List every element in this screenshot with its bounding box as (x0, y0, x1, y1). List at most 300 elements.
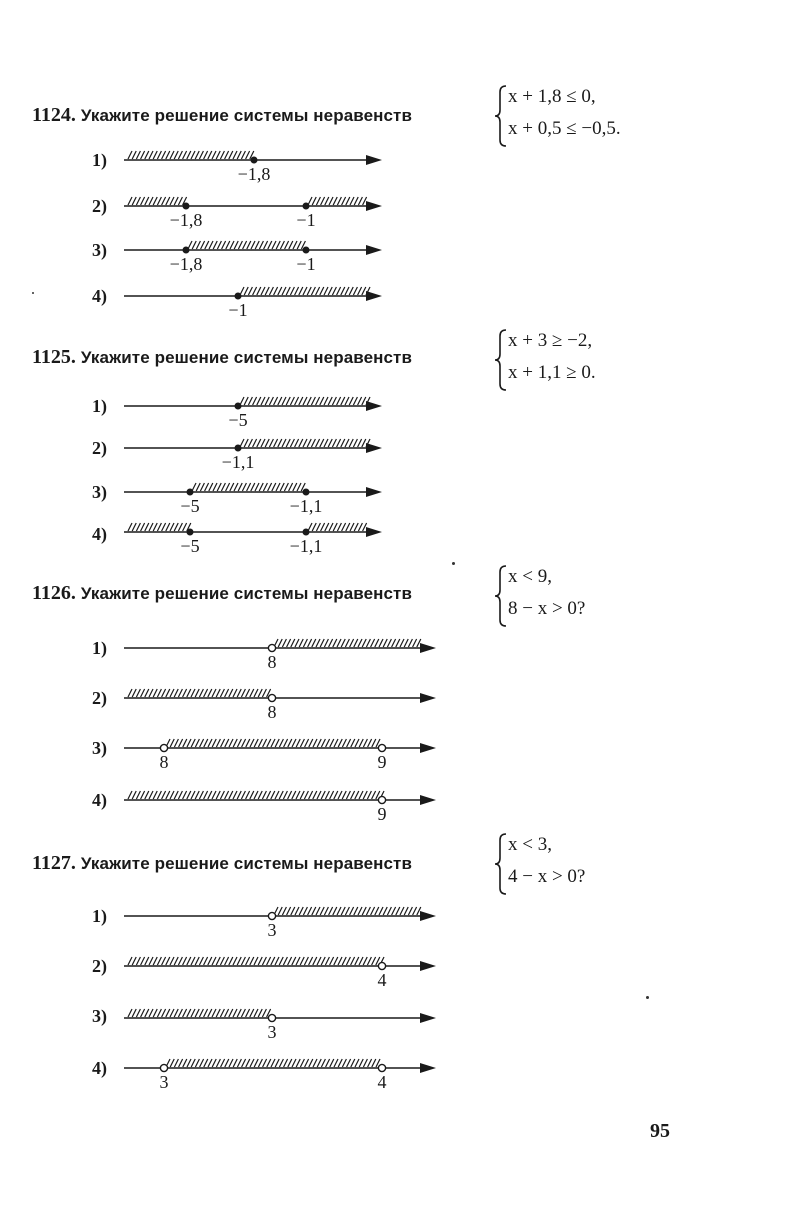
hatch-mark (192, 483, 196, 491)
inequality-2: 4 − x > 0? (508, 866, 586, 887)
hatch-mark (259, 483, 263, 491)
hatch-mark (321, 791, 325, 799)
point-label: −5 (228, 410, 248, 430)
hatch-mark (289, 483, 293, 491)
hatch-mark (234, 241, 238, 249)
hatch-mark (296, 739, 300, 747)
arrow-head-icon (366, 201, 382, 211)
hatch-mark (178, 197, 182, 205)
hatch-mark (307, 397, 311, 405)
hatch-mark (233, 791, 237, 799)
hatch-mark (257, 287, 261, 295)
hatch-mark (187, 739, 191, 747)
option-label[interactable]: 3) (92, 482, 107, 502)
hatch-mark (250, 689, 254, 697)
hatch-mark (183, 523, 187, 531)
hatch-mark (392, 639, 396, 647)
hatch-mark (320, 439, 324, 447)
hatch-mark (157, 689, 161, 697)
hatch-mark (230, 241, 234, 249)
hatch-mark (225, 1059, 229, 1067)
hatch-mark (217, 483, 221, 491)
hatch-mark (220, 689, 224, 697)
hatch-mark (162, 151, 166, 159)
option-label[interactable]: 1) (92, 150, 107, 170)
hatch-mark (355, 791, 359, 799)
closed-point (235, 293, 241, 299)
hatch-mark (379, 639, 383, 647)
hatch-mark (292, 739, 296, 747)
hatch-mark (279, 1059, 283, 1067)
hatch-mark (234, 483, 238, 491)
hatch-mark (329, 907, 333, 915)
hatch-mark (362, 397, 366, 405)
point-label: −1,8 (169, 210, 203, 230)
hatch-mark (321, 523, 325, 531)
hatch-mark (330, 1059, 334, 1067)
option-label[interactable]: 4) (92, 286, 107, 306)
hatch-mark (254, 1009, 258, 1017)
hatch-mark (141, 689, 145, 697)
hatch-mark (221, 739, 225, 747)
option-label[interactable]: 4) (92, 1058, 107, 1078)
hatch-mark (316, 397, 320, 405)
hatch-mark (413, 639, 417, 647)
hatch-mark (183, 197, 187, 205)
problem-number: 1124. (32, 104, 76, 126)
hatch-mark (371, 639, 375, 647)
hatch-mark (162, 1009, 166, 1017)
hatch-mark (216, 689, 220, 697)
hatch-mark (250, 1059, 254, 1067)
hatch-mark (299, 907, 303, 915)
hatch-mark (170, 1059, 174, 1067)
hatch-mark (157, 957, 161, 965)
hatch-mark (300, 791, 304, 799)
hatch-mark (237, 957, 241, 965)
hatch-mark (338, 1059, 342, 1067)
hatch-mark (337, 907, 341, 915)
inequality-system (494, 328, 694, 392)
hatch-mark (242, 1059, 246, 1067)
arrow-head-icon (366, 155, 382, 165)
hatch-mark (328, 439, 332, 447)
left-brace-icon (494, 328, 508, 392)
hatch-mark (200, 483, 204, 491)
hatch-mark (313, 791, 317, 799)
hatch-mark (141, 957, 145, 965)
arrow-head-icon (420, 643, 436, 653)
hatch-mark (271, 739, 275, 747)
hatch-mark (363, 1059, 367, 1067)
hatch-mark (145, 151, 149, 159)
hatch-mark (166, 1059, 170, 1067)
hatch-mark (226, 483, 230, 491)
option-label[interactable]: 4) (92, 790, 107, 810)
hatch-mark (267, 739, 271, 747)
hatch-mark (157, 1009, 161, 1017)
hatch-mark (303, 907, 307, 915)
hatch-mark (132, 791, 136, 799)
point-label: −1,8 (169, 254, 203, 274)
hatch-mark (342, 1059, 346, 1067)
hatch-mark (307, 439, 311, 447)
hatch-mark (241, 791, 245, 799)
open-point (160, 1064, 167, 1071)
hatch-mark (132, 1009, 136, 1017)
hatch-mark (246, 957, 250, 965)
hatch-mark (275, 791, 279, 799)
hatch-mark (333, 639, 337, 647)
hatch-mark (254, 957, 258, 965)
hatch-mark (248, 397, 252, 405)
hatch-mark (299, 639, 303, 647)
open-point (378, 962, 385, 969)
hatch-mark (132, 689, 136, 697)
hatch-mark (337, 439, 341, 447)
hatch-mark (345, 639, 349, 647)
hatch-mark (183, 689, 187, 697)
hatch-mark (316, 639, 320, 647)
left-brace-icon (494, 84, 508, 148)
hatch-mark (303, 439, 307, 447)
point-label: −5 (180, 496, 200, 516)
hatch-mark (149, 1009, 153, 1017)
hatch-mark (153, 151, 157, 159)
hatch-mark (333, 197, 337, 205)
hatch-mark (354, 639, 358, 647)
hatch-mark (316, 523, 320, 531)
hatch-mark (216, 791, 220, 799)
hatch-mark (209, 241, 213, 249)
hatch-mark (400, 639, 404, 647)
hatch-mark (347, 739, 351, 747)
hatch-mark (244, 287, 248, 295)
option-label[interactable]: 4) (92, 524, 107, 544)
hatch-mark (141, 151, 145, 159)
hatch-mark (337, 287, 341, 295)
hatch-mark (338, 957, 342, 965)
hatch-mark (128, 151, 132, 159)
hatch-mark (208, 1009, 212, 1017)
hatch-mark (166, 523, 170, 531)
hatch-mark (342, 197, 346, 205)
hatch-mark (326, 739, 330, 747)
shaded-interval (240, 439, 370, 447)
point-label: −1 (296, 254, 316, 274)
hatch-mark (334, 1059, 338, 1067)
hatch-mark (170, 1009, 174, 1017)
closed-point (303, 203, 309, 209)
hatch-mark (293, 241, 297, 249)
option-label[interactable]: 2) (92, 196, 107, 216)
point-label: 3 (267, 1022, 277, 1042)
hatch-mark (275, 1059, 279, 1067)
hatch-mark (387, 639, 391, 647)
hatch-mark (208, 739, 212, 747)
hatch-mark (317, 1059, 321, 1067)
hatch-mark (267, 791, 271, 799)
hatch-mark (351, 957, 355, 965)
hatch-mark (351, 791, 355, 799)
hatch-mark (242, 739, 246, 747)
closed-point (187, 529, 193, 535)
hatch-mark (332, 439, 336, 447)
hatch-mark (300, 739, 304, 747)
hatch-mark (292, 1059, 296, 1067)
hatch-mark (149, 957, 153, 965)
hatch-mark (276, 241, 280, 249)
hatch-mark (305, 739, 309, 747)
problem-number: 1126. (32, 582, 76, 604)
hatch-mark (347, 1059, 351, 1067)
hatch-mark (229, 791, 233, 799)
hatch-mark (376, 1059, 380, 1067)
option-label[interactable]: 2) (92, 956, 107, 976)
hatch-mark (269, 397, 273, 405)
hatch-mark (380, 957, 384, 965)
hatch-mark (250, 739, 254, 747)
hatch-mark (332, 287, 336, 295)
hatch-mark (196, 241, 200, 249)
hatch-mark (325, 957, 329, 965)
option-label[interactable]: 3) (92, 738, 107, 758)
hatch-mark (136, 523, 140, 531)
hatch-mark (337, 639, 341, 647)
hatch-mark (132, 523, 136, 531)
hatch-mark (208, 689, 212, 697)
hatch-mark (280, 483, 284, 491)
hatch-mark (204, 689, 208, 697)
hatch-mark (191, 791, 195, 799)
shaded-interval (192, 483, 305, 491)
hatch-mark (376, 739, 380, 747)
option-label[interactable]: 1) (92, 396, 107, 416)
hatch-mark (345, 287, 349, 295)
hatch-mark (263, 739, 267, 747)
hatch-mark (354, 197, 358, 205)
problem-number: 1125. (32, 346, 76, 368)
hatch-mark (408, 907, 412, 915)
hatch-mark (271, 1059, 275, 1067)
hatch-mark (282, 397, 286, 405)
hatch-mark (128, 791, 132, 799)
arrow-head-icon (420, 1013, 436, 1023)
hatch-mark (383, 907, 387, 915)
hatch-mark (216, 957, 220, 965)
hatch-mark (178, 151, 182, 159)
hatch-mark (153, 1009, 157, 1017)
hatch-mark (375, 907, 379, 915)
option-label[interactable]: 2) (92, 688, 107, 708)
hatch-mark (170, 957, 174, 965)
hatch-mark (145, 523, 149, 531)
option-label[interactable]: 3) (92, 240, 107, 260)
option-label[interactable]: 1) (92, 638, 107, 658)
hatch-mark (368, 739, 372, 747)
hatch-mark (222, 241, 226, 249)
hatch-mark (363, 791, 367, 799)
hatch-mark (246, 151, 250, 159)
hatch-mark (170, 689, 174, 697)
point-label: −1,1 (289, 536, 323, 556)
hatch-mark (141, 197, 145, 205)
hatch-mark (247, 241, 251, 249)
hatch-mark (295, 397, 299, 405)
shaded-interval (240, 287, 370, 295)
hatch-mark (358, 287, 362, 295)
hatch-mark (132, 151, 136, 159)
hatch-mark (282, 287, 286, 295)
hatch-mark (220, 1009, 224, 1017)
hatch-mark (325, 523, 329, 531)
hatch-mark (330, 957, 334, 965)
hatch-mark (145, 689, 149, 697)
hatch-mark (337, 197, 341, 205)
hatch-mark (187, 151, 191, 159)
hatch-mark (247, 483, 251, 491)
hatch-mark (305, 1059, 309, 1067)
hatch-mark (257, 397, 261, 405)
hatch-mark (334, 791, 338, 799)
hatch-mark (350, 523, 354, 531)
hatch-mark (321, 197, 325, 205)
hatch-mark (311, 397, 315, 405)
hatch-mark (338, 739, 342, 747)
hatch-mark (274, 639, 278, 647)
hatch-mark (250, 1009, 254, 1017)
hatch-mark (324, 439, 328, 447)
hatch-mark (240, 397, 244, 405)
hatch-mark (320, 907, 324, 915)
hatch-mark (128, 689, 132, 697)
point-label: 4 (377, 1072, 387, 1092)
hatch-mark (264, 241, 268, 249)
hatch-mark (241, 1009, 245, 1017)
hatch-mark (383, 639, 387, 647)
problem-heading (32, 582, 412, 605)
hatch-mark (162, 689, 166, 697)
point-label: 8 (159, 752, 169, 772)
hatch-mark (145, 957, 149, 965)
hatch-mark (274, 287, 278, 295)
hatch-mark (311, 287, 315, 295)
hatch-mark (341, 639, 345, 647)
hatch-mark (366, 439, 370, 447)
point-label: 8 (267, 652, 277, 672)
hatch-mark (288, 1059, 292, 1067)
hatch-mark (308, 197, 312, 205)
hatch-mark (316, 907, 320, 915)
hatch-mark (255, 483, 259, 491)
hatch-mark (136, 151, 140, 159)
hatch-mark (229, 1009, 233, 1017)
hatch-mark (141, 523, 145, 531)
hatch-mark (162, 197, 166, 205)
hatch-mark (271, 957, 275, 965)
open-point (268, 694, 275, 701)
hatch-mark (241, 957, 245, 965)
hatch-mark (283, 791, 287, 799)
hatch-mark (309, 1059, 313, 1067)
hatch-mark (295, 439, 299, 447)
arrow-head-icon (366, 527, 382, 537)
hatch-mark (195, 151, 199, 159)
hatch-mark (275, 957, 279, 965)
hatch-mark (262, 791, 266, 799)
hatch-mark (136, 1009, 140, 1017)
hatch-mark (341, 397, 345, 405)
hatch-mark (157, 791, 161, 799)
hatch-mark (166, 151, 170, 159)
option-label[interactable]: 3) (92, 1006, 107, 1026)
hatch-mark (225, 791, 229, 799)
hatch-mark (274, 907, 278, 915)
hatch-mark (209, 483, 213, 491)
arrow-head-icon (420, 795, 436, 805)
hatch-mark (279, 739, 283, 747)
hatch-mark (212, 151, 216, 159)
open-point (268, 912, 275, 919)
shaded-interval (128, 523, 191, 531)
hatch-mark (299, 397, 303, 405)
hatch-mark (290, 439, 294, 447)
option-label[interactable]: 2) (92, 438, 107, 458)
hatch-mark (199, 1009, 203, 1017)
problem-heading (32, 104, 412, 127)
arrow-head-icon (420, 743, 436, 753)
arrow-head-icon (420, 911, 436, 921)
hatch-mark (132, 197, 136, 205)
hatch-mark (157, 523, 161, 531)
hatch-mark (358, 397, 362, 405)
hatch-mark (255, 241, 259, 249)
hatch-mark (355, 1059, 359, 1067)
hatch-mark (312, 197, 316, 205)
hatch-mark (216, 1059, 220, 1067)
hatch-mark (166, 197, 170, 205)
hatch-mark (265, 287, 269, 295)
hatch-mark (301, 241, 305, 249)
hatch-mark (238, 241, 242, 249)
hatch-mark (212, 791, 216, 799)
hatch-mark (359, 739, 363, 747)
hatch-mark (229, 1059, 233, 1067)
hatch-mark (290, 287, 294, 295)
hatch-mark (349, 287, 353, 295)
hatch-mark (183, 791, 187, 799)
hatch-mark (325, 791, 329, 799)
problem-text: Укажите решение системы неравенств (80, 854, 413, 873)
hatch-mark (267, 1059, 271, 1067)
hatch-mark (346, 523, 350, 531)
hatch-mark (313, 1059, 317, 1067)
hatch-mark (204, 791, 208, 799)
shaded-interval (128, 957, 384, 965)
hatch-mark (368, 1059, 372, 1067)
hatch-mark (341, 907, 345, 915)
hatch-mark (212, 1059, 216, 1067)
hatch-mark (261, 397, 265, 405)
hatch-mark (359, 1059, 363, 1067)
option-label[interactable]: 1) (92, 906, 107, 926)
point-label: −1,1 (289, 496, 323, 516)
hatch-mark (312, 639, 316, 647)
hatch-mark (204, 1059, 208, 1067)
hatch-mark (153, 523, 157, 531)
hatch-mark (246, 1009, 250, 1017)
hatch-mark (313, 739, 317, 747)
